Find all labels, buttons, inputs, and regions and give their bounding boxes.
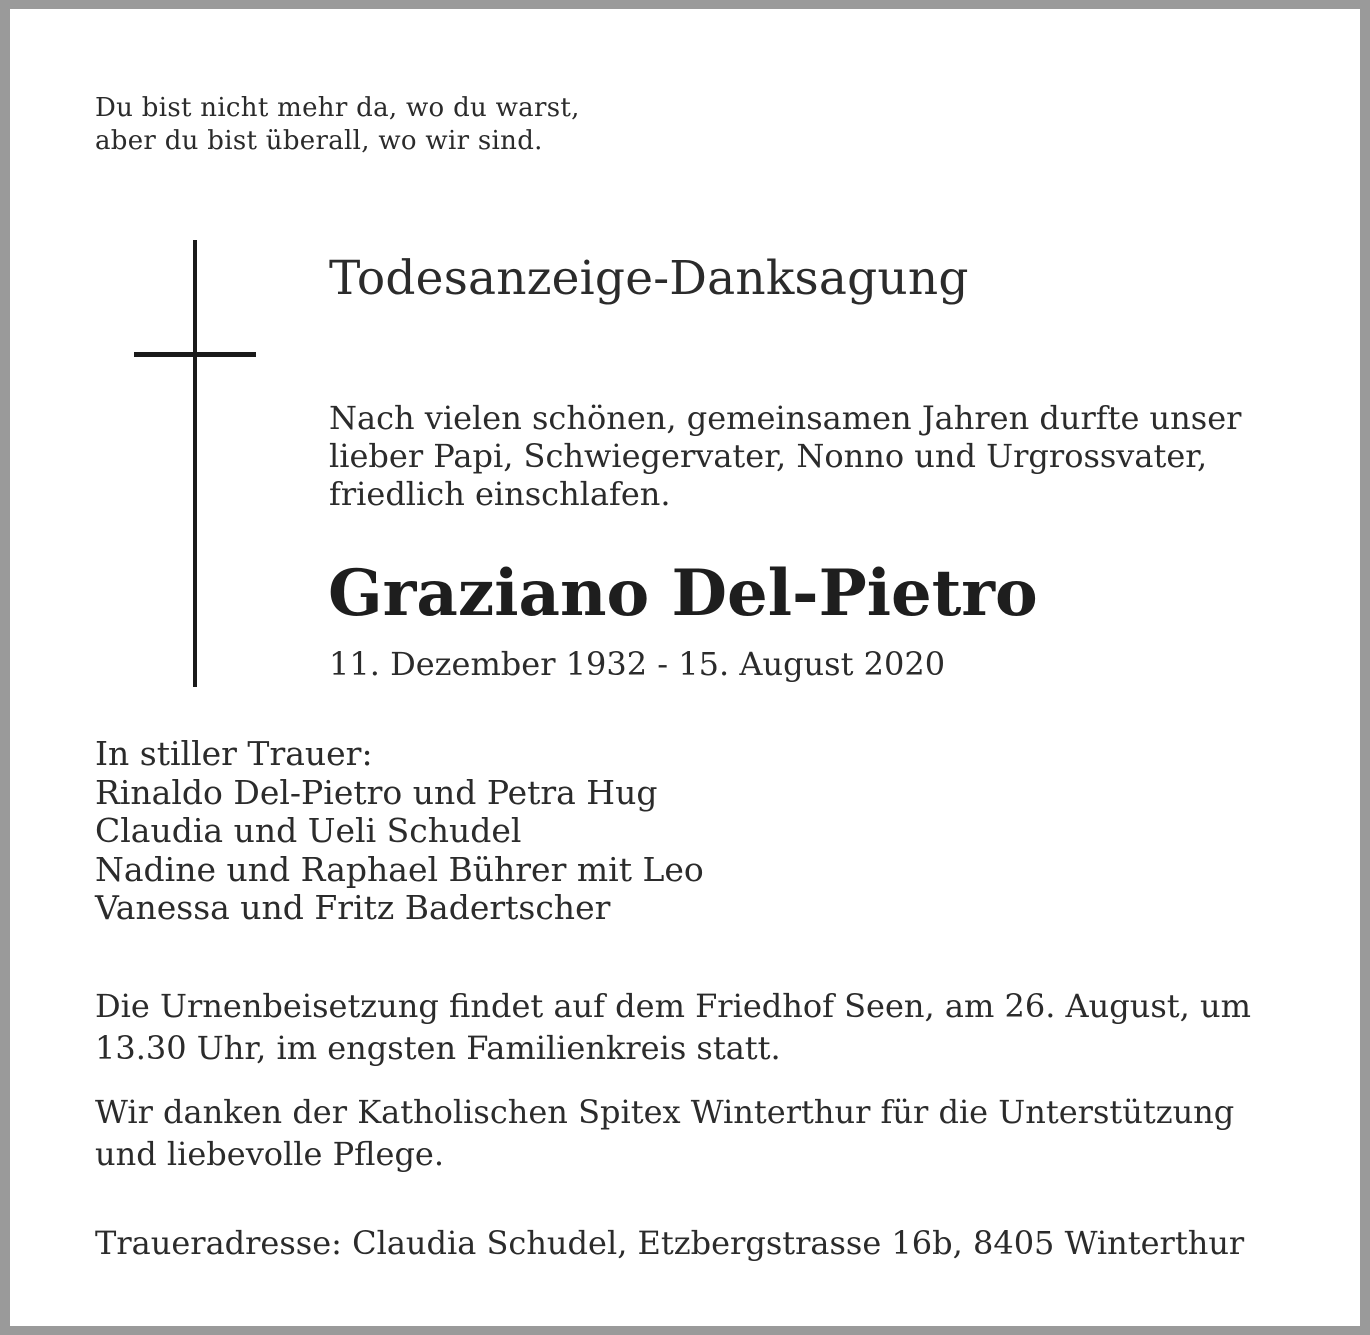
intro-line-2: lieber Papi, Schwiegervater, Nonno und Urgrossvater,	[329, 437, 1208, 475]
ceremony-line-1: Die Urnenbeisetzung findet auf dem Friedhof Seen, am 26. August, um	[95, 987, 1251, 1025]
quote-line-1: Du bist nicht mehr da, wo du warst,	[95, 93, 580, 123]
mourners-label: In stiller Trauer:	[95, 734, 373, 773]
thanks-line-2: und liebevolle Pflege.	[95, 1135, 445, 1173]
intro-line-1: Nach vielen schönen, gemeinsamen Jahren durfte unser	[329, 399, 1242, 437]
mourner-name: Vanessa und Fritz Badertscher	[95, 888, 611, 927]
obituary-notice	[10, 9, 1360, 1326]
mourner-name: Rinaldo Del-Pietro und Petra Hug	[95, 772, 658, 812]
life-dates: 11. Dezember 1932 - 15. August 2020	[329, 645, 946, 683]
notice-heading: Todesanzeige-Danksagung	[329, 251, 969, 306]
thanks-note	[95, 1091, 1234, 1175]
quote-line-2: aber du bist überall, wo wir sind.	[95, 126, 543, 156]
cross-icon	[134, 240, 256, 687]
ceremony-line-2: 13.30 Uhr, im engsten Familienkreis statt.	[95, 1029, 781, 1067]
mourner-name: Claudia und Ueli Schudel	[95, 811, 522, 850]
thanks-line-1: Wir danken der Katholischen Spitex Winterthur für die Unterstützung	[95, 1093, 1235, 1131]
memorial-quote	[95, 92, 580, 158]
intro-line-3: friedlich einschlafen.	[329, 475, 671, 513]
mourner-name: Nadine und Raphael Bührer mit Leo	[95, 849, 704, 889]
deceased-name: Graziano Del-Pietro	[328, 556, 1038, 631]
mourning-address: Traueradresse: Claudia Schudel, Etzbergstrasse 16b, 8405 Winterthur	[95, 1224, 1245, 1262]
intro-text	[329, 399, 1241, 513]
mourners-list	[95, 735, 704, 928]
ceremony-info	[95, 985, 1251, 1069]
